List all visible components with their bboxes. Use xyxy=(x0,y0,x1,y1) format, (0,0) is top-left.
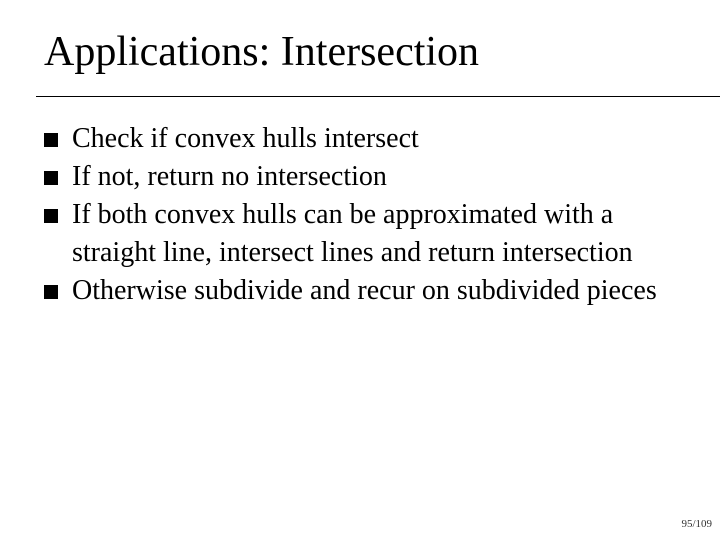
bullet-item xyxy=(44,272,704,310)
slide-title: Applications: Intersection xyxy=(44,29,480,75)
bullet-item xyxy=(44,196,704,272)
square-bullet-icon xyxy=(44,171,58,185)
square-bullet-icon xyxy=(44,133,58,147)
square-bullet-icon xyxy=(44,209,58,223)
bullet-text: Otherwise subdivide and recur on subdivided pieces xyxy=(72,275,657,306)
title-divider xyxy=(36,96,720,97)
bullet-text: If not, return no intersection xyxy=(72,161,387,192)
bullet-text: Check if convex hulls intersect xyxy=(72,123,419,154)
square-bullet-icon xyxy=(44,285,58,299)
bullet-text: If both convex hulls can be approximated with a straight line, intersect lines and return intersection xyxy=(72,199,633,268)
page-number: 95/109 xyxy=(681,518,712,530)
bullet-item xyxy=(44,120,704,158)
bullet-item xyxy=(44,158,704,196)
bullet-list xyxy=(44,120,704,310)
